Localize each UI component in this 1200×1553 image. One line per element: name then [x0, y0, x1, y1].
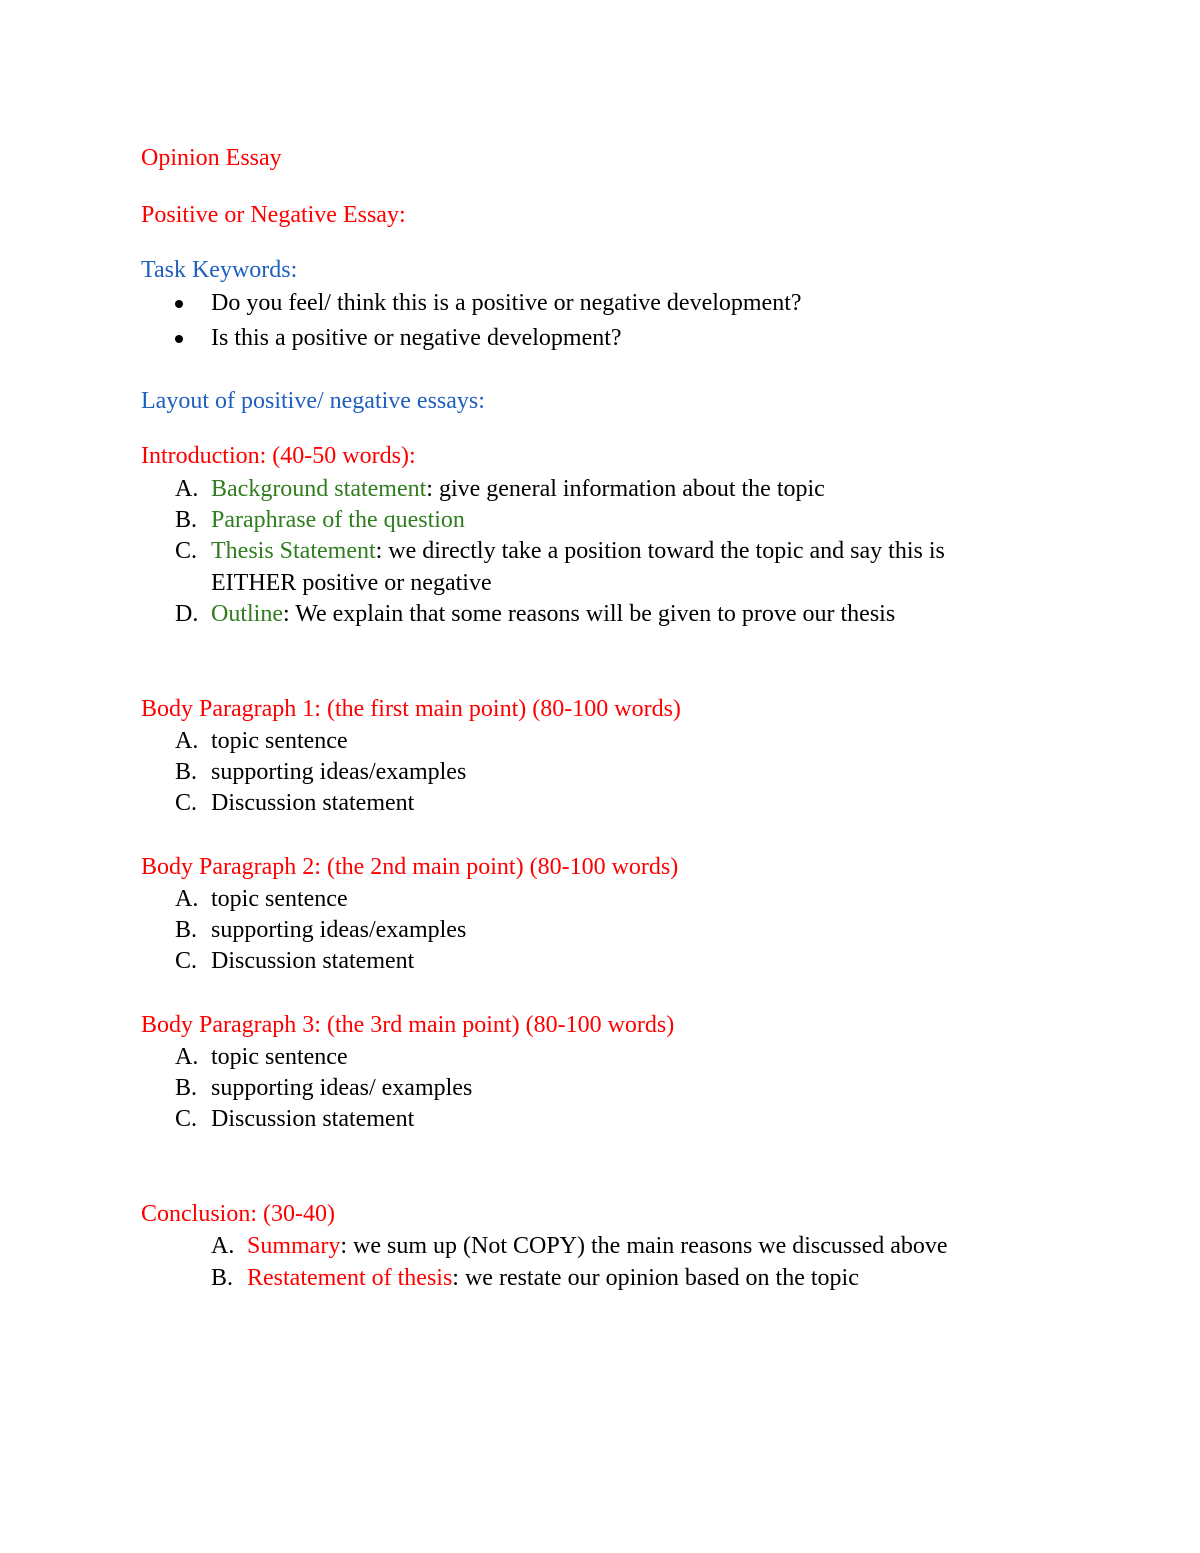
body-paragraph-2-heading: Body Paragraph 2: (the 2nd main point) (80-100 words): [141, 854, 679, 880]
list-item: topic sentence: [211, 1044, 348, 1070]
essay-type-heading: Positive or Negative Essay:: [141, 202, 406, 228]
list-text: : we directly take a position toward the topic and say this is: [375, 538, 945, 564]
list-marker: C.: [175, 790, 198, 816]
list-term: Outline: [211, 601, 283, 627]
bullet-icon: [175, 300, 183, 308]
conclusion-heading: Conclusion: (30-40): [141, 1201, 335, 1227]
list-item: [211, 599, 895, 629]
bullet-icon: [175, 335, 183, 343]
list-item: supporting ideas/examples: [211, 917, 467, 943]
list-item: Is this a positive or negative development?: [211, 325, 622, 351]
list-text: : We explain that some reasons will be given to prove our thesis: [283, 601, 896, 627]
list-text: : we sum up (Not COPY) the main reasons we discussed above: [340, 1233, 948, 1259]
list-marker: B.: [175, 917, 198, 943]
list-item: topic sentence: [211, 728, 348, 754]
list-term: Restatement of thesis: [247, 1265, 453, 1291]
list-marker: A.: [211, 1233, 235, 1259]
list-marker: A.: [175, 476, 199, 502]
list-item: supporting ideas/ examples: [211, 1075, 473, 1101]
list-marker: A.: [175, 1044, 199, 1070]
list-marker: C.: [175, 1106, 198, 1132]
list-item: Do you feel/ think this is a positive or negative development?: [211, 290, 802, 316]
list-item: Discussion statement: [211, 790, 415, 816]
list-item: topic sentence: [211, 886, 348, 912]
list-marker: B.: [175, 507, 198, 533]
list-item: [211, 474, 825, 504]
body-paragraph-1-heading: Body Paragraph 1: (the first main point) (80-100 words): [141, 696, 681, 722]
list-term: Background statement: [211, 476, 427, 502]
list-term: Paraphrase of the question: [211, 507, 465, 533]
list-marker: B.: [175, 759, 198, 785]
list-item: [211, 505, 465, 535]
task-keywords-heading: Task Keywords:: [141, 257, 298, 283]
list-term: Thesis Statement: [211, 538, 376, 564]
list-item-continuation: EITHER positive or negative: [211, 570, 492, 596]
list-marker: B.: [175, 1075, 198, 1101]
list-item: supporting ideas/examples: [211, 759, 467, 785]
list-marker: B.: [211, 1265, 234, 1291]
introduction-heading: Introduction: (40-50 words):: [141, 443, 416, 469]
list-marker: D.: [175, 601, 199, 627]
list-marker: C.: [175, 538, 198, 564]
list-item: [211, 536, 945, 566]
list-text: : we restate our opinion based on the topic: [452, 1265, 859, 1291]
list-item: Discussion statement: [211, 948, 415, 974]
list-marker: A.: [175, 886, 199, 912]
list-marker: C.: [175, 948, 198, 974]
document-title: Opinion Essay: [141, 145, 282, 171]
list-item: [247, 1263, 859, 1293]
layout-heading: Layout of positive/ negative essays:: [141, 388, 485, 414]
list-item: [247, 1231, 948, 1261]
list-item: Discussion statement: [211, 1106, 415, 1132]
list-term: Summary: [247, 1233, 341, 1259]
list-text: : give general information about the topic: [426, 476, 825, 502]
body-paragraph-3-heading: Body Paragraph 3: (the 3rd main point) (80-100 words): [141, 1012, 675, 1038]
list-marker: A.: [175, 728, 199, 754]
